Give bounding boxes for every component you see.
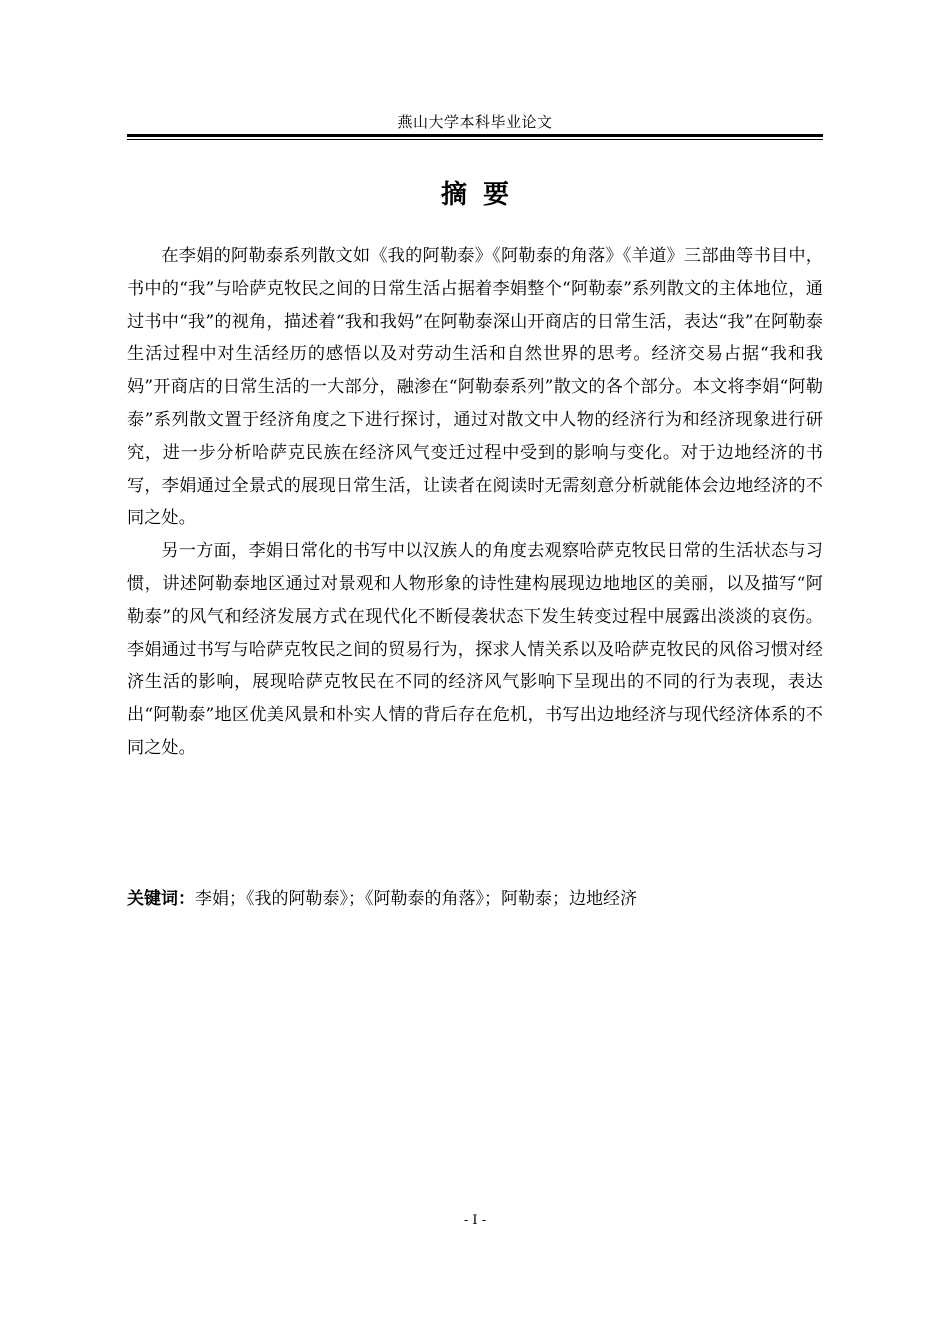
keywords-label: 关键词： <box>127 889 195 909</box>
running-header: 燕山大学本科毕业论文 <box>397 113 553 131</box>
keywords-text: 李娟；《我的阿勒泰》；《阿勒泰的角落》；阿勒泰；边地经济 <box>195 889 637 909</box>
abstract-paragraph-2: 另一方面，李娟日常化的书写中以汉族人的角度去观察哈萨克牧民日常的生活状态与习惯，讲述阿勒泰地区通过对景观和人物形象的诗性建构展现边地地区的美丽，以及描写“阿勒泰”的风气和经济发展方式在现代化不断侵袭状态下发生转变过程中展露出淡淡的哀伤。李娟通过书写与哈萨克牧民之间的贸易行为，探求人情关系以及哈萨克牧民的风俗习惯对经济生活的影响，展现哈萨克牧民在不同的经济风气影响下呈现出的不同的行为表现，表达出“阿勒泰”地区优美风景和朴实人情的背后存在危机，书写出边地经济与现代经济体系的不同之处。 <box>127 541 823 758</box>
keywords <box>127 885 823 913</box>
header-rule-thick <box>127 134 823 137</box>
abstract-body <box>127 240 823 765</box>
abstract-title: 摘要 <box>440 180 525 210</box>
header-rule-thin <box>127 139 823 140</box>
page-number: - I - <box>463 1213 487 1228</box>
abstract-paragraph-1: 在李娟的阿勒泰系列散文如《我的阿勒泰》《阿勒泰的角落》《羊道》三部曲等书目中，书中的“我”与哈萨克牧民之间的日常生活占据着李娟整个“阿勒泰”系列散文的主体地位，通过书中“我”的视角，描述着“我和我妈”在阿勒泰深山开商店的日常生活，表达“我”在阿勒泰生活过程中对生活经历的感悟以及对劳动生活和自然世界的思考。经济交易占据“我和我妈”开商店的日常生活的一大部分，融渗在“阿勒泰系列”散文的各个部分。本文将李娟“阿勒泰”系列散文置于经济角度之下进行探讨，通过对散文中人物的经济行为和经济现象进行研究，进一步分析哈萨克民族在经济风气变迁过程中受到的影响与变化。对于边地经济的书写，李娟通过全景式的展现日常生活，让读者在阅读时无需刻意分析就能体会边地经济的不同之处。 <box>127 246 823 529</box>
